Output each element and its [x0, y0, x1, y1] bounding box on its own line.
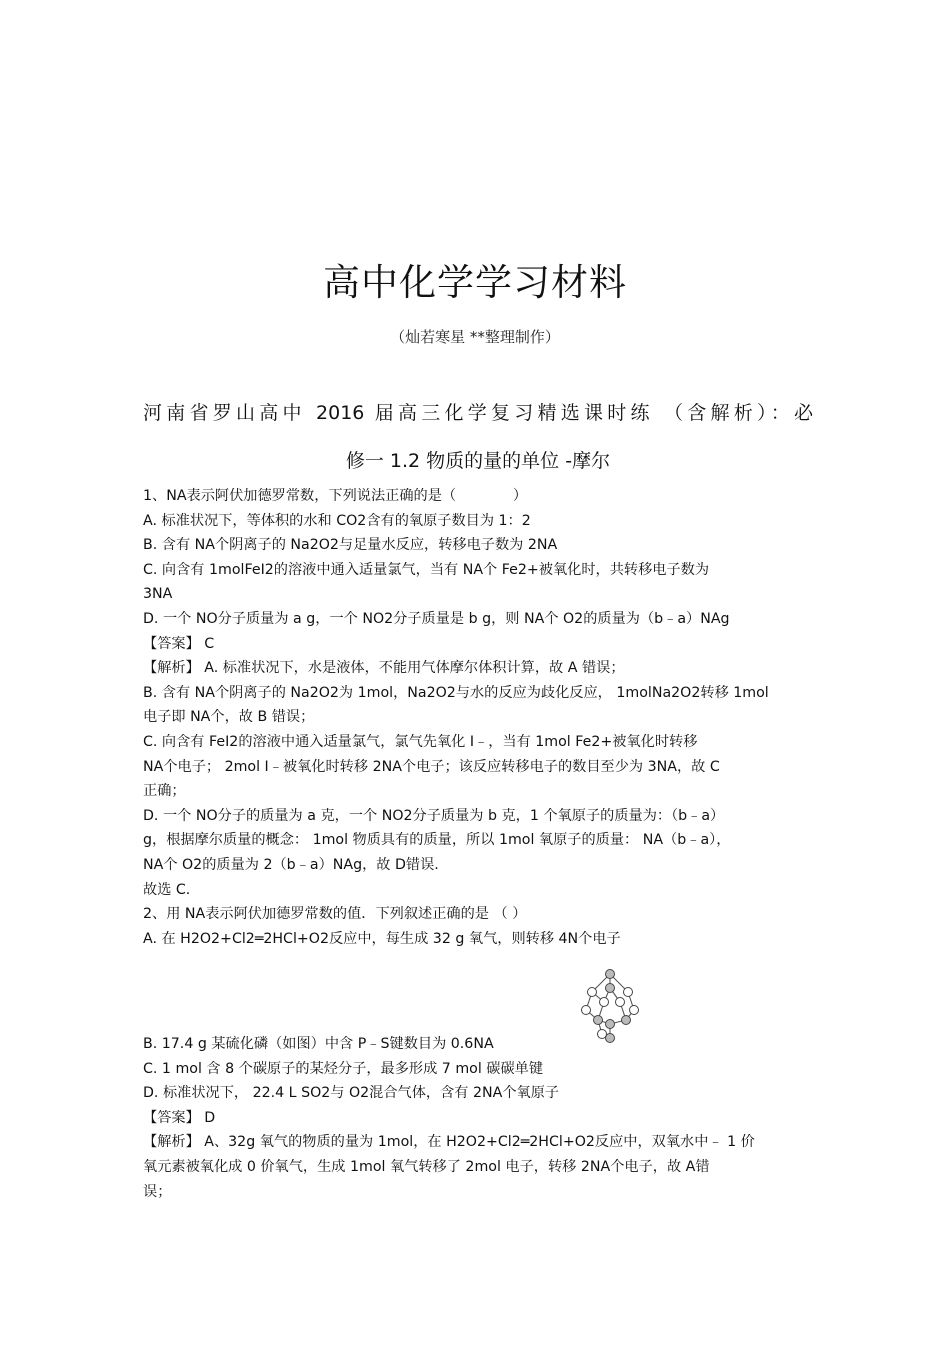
- text-line: 电子即 NA个，故 B 错误；: [143, 709, 315, 726]
- main-title: 高中化学学习材料: [323, 261, 627, 304]
- text-line: B. 含有 NA个阴离子的 Na2O2与足量水反应，转移电子数为 2NA: [143, 537, 558, 554]
- document-title-line-2: 修一 1.2 物质的量的单位 -摩尔: [345, 450, 611, 472]
- text-line: D. 标准状况下， 22.4 L SO2与 O2混合气体，含有 2NA个氧原子: [143, 1085, 560, 1102]
- text-line: 故选 C.: [143, 881, 191, 898]
- text-line: A. 在 H2O2+Cl2═2HCl+O2反应中，每生成 32 g 氧气，则转移 4N个电子: [143, 930, 621, 947]
- text-line: 1、NA表示阿伏加德罗常数，下列说法正确的是（ ）: [143, 488, 528, 504]
- text-line: 【答案】 C: [143, 635, 215, 652]
- text-line: 2、用 NA表示阿伏加德罗常数的值．下列叙述正确的是 （ ）: [143, 906, 527, 923]
- text-line: NA个 O2的质量为 2（b﹣a）NAg，故 D错误.: [143, 856, 439, 873]
- text-line: C. 1 mol 含 8 个碳原子的某烃分子，最多形成 7 mol 碳碳单键: [143, 1060, 544, 1077]
- text-line: NA个电子； 2mol I﹣被氧化时转移 2NA个电子；该反应转移电子的数目至少为 3NA，故 C: [143, 758, 720, 775]
- text-line: 氧元素被氧化成 0 价氧气，生成 1mol 氧气转移了 2mol 电子，转移 2NA个电子，故 A错: [143, 1158, 710, 1175]
- text-line: 【解析】 A. 标准状况下，水是液体，不能用气体摩尔体积计算，故 A 错误；: [143, 660, 625, 677]
- text-line: 正确；: [143, 783, 186, 800]
- text-line: C. 向含有 FeI2的溶液中通入适量氯气，氯气先氧化 I﹣，当有 1mol Fe2+被氧化时转移: [143, 733, 698, 750]
- text-line: B. 17.4 g 某硫化磷（如图）中含 P﹣S键数目为 0.6NA: [143, 1036, 494, 1052]
- question-block-1: [143, 484, 811, 951]
- document-title-line-1: 河南省罗山高中 2016 届高三化学复习精选课时练 （含解析）：必: [143, 402, 813, 424]
- text-line: 误；: [143, 1183, 172, 1200]
- subtitle: （灿若寒星 **整理制作）: [390, 328, 560, 346]
- text-line: D. 一个 NO分子的质量为 a 克，一个 NO2分子质量为 b 克，1 个氧原子的质量为：（b﹣a）: [143, 807, 725, 824]
- text-line: 3NA: [143, 586, 173, 603]
- text-line: 【答案】 D: [143, 1109, 216, 1126]
- text-line: C. 向含有 1molFeI2的溶液中通入适量氯气，当有 NA个 Fe2+被氧化时，共转移电子数为: [143, 561, 710, 578]
- text-line: g，根据摩尔质量的概念： 1mol 物质具有的质量，所以 1mol 氧原子的质量： NA（b﹣a），: [143, 832, 731, 849]
- text-line: A. 标准状况下，等体积的水和 CO2含有的氧原子数目为 1：2: [143, 512, 531, 529]
- question-block-2: [143, 1032, 811, 1204]
- text-line: 【解析】 A、32g 氧气的物质的量为 1mol，在 H2O2+Cl2═2HCl+O2反应中，双氧水中﹣ 1 价: [143, 1134, 755, 1151]
- text-line: D. 一个 NO分子质量为 a g，一个 NO2分子质量是 b g，则 NA个 O2的质量为（b﹣a）NAg: [143, 610, 730, 627]
- text-line: B. 含有 NA个阴离子的 Na2O2为 1mol，Na2O2与水的反应为歧化反应， 1molNa2O2转移 1mol: [143, 684, 769, 701]
